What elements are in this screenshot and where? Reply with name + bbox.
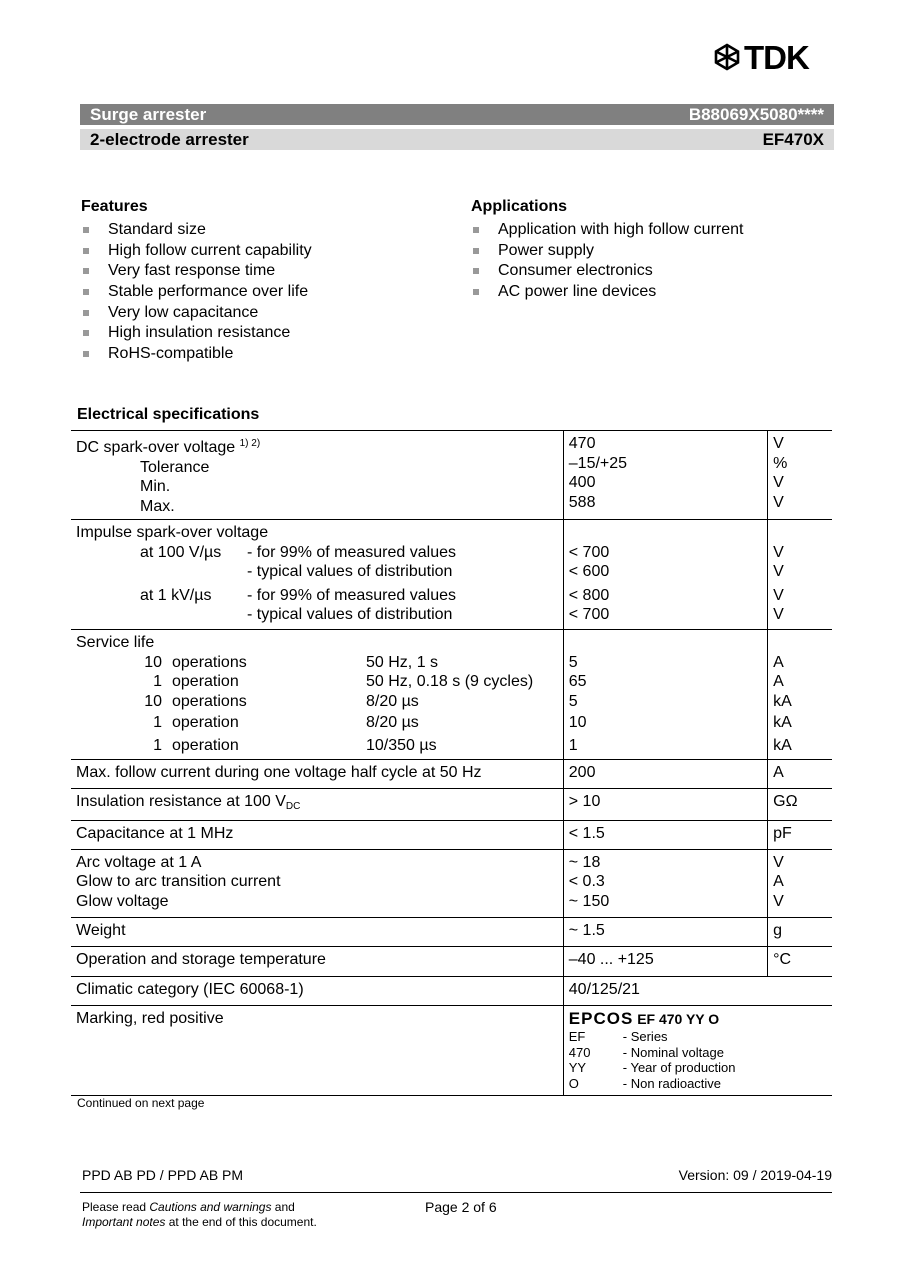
footer-note: Please read Cautions and warnings and Important notes at the end of this document.	[82, 1200, 317, 1229]
marking-row: EF - Series	[568, 1029, 668, 1044]
service-cond: 50 Hz, 1 s	[366, 653, 439, 671]
dc-label: DC spark-over voltage	[76, 439, 236, 456]
unit: V	[773, 435, 784, 452]
product-type-bar	[80, 104, 834, 125]
service-value: 65	[568, 673, 587, 690]
service-value: 5	[568, 692, 578, 710]
impulse-desc: - typical values of distribution	[247, 563, 453, 580]
arc-value: ~ 18	[568, 853, 601, 871]
dc-tolerance-value: –15/+25	[568, 454, 628, 472]
impulse-value: < 600	[568, 563, 610, 580]
capacitance-label: Capacitance at 1 MHz	[71, 820, 563, 849]
features-list	[81, 220, 441, 365]
arc-value: ~ 150	[568, 892, 610, 910]
impulse-label: Impulse spark-over voltage	[76, 524, 269, 541]
applications-title: Applications	[471, 198, 568, 215]
impulse-desc: - typical values of distribution	[247, 606, 453, 623]
list-item: Application with high follow current	[471, 220, 831, 241]
unit: °C	[768, 946, 832, 976]
unit: kA	[773, 714, 792, 731]
product-type: Surge arrester	[90, 104, 207, 124]
insulation-value: > 10	[563, 789, 767, 821]
temp-value: –40 ... +125	[563, 946, 767, 976]
product-subtype-bar	[80, 129, 834, 150]
weight-value: ~ 1.5	[563, 917, 767, 946]
unit: V	[773, 493, 784, 511]
unit: V	[773, 563, 784, 580]
dc-min-label: Min.	[140, 478, 171, 495]
table-row	[71, 789, 832, 821]
service-cond: 10/350 µs	[366, 736, 437, 754]
table-row	[71, 976, 832, 1005]
unit: g	[768, 917, 832, 946]
impulse-value: < 700	[568, 543, 610, 561]
applications-list	[471, 220, 831, 303]
capacitance-value: < 1.5	[563, 820, 767, 849]
unit: A	[773, 653, 784, 671]
service-op: operation	[172, 673, 239, 690]
service-op: operations	[172, 653, 247, 671]
impulse-value: < 700	[568, 606, 610, 623]
footer-department: PPD AB PD / PPD AB PM	[82, 1167, 244, 1183]
spec-title: Electrical specifications	[77, 406, 260, 423]
unit: V	[773, 892, 784, 910]
service-cond: 8/20 µs	[366, 692, 419, 710]
service-op: operation	[172, 714, 239, 731]
unit: V	[773, 543, 784, 561]
footer-divider	[80, 1192, 832, 1193]
unit: A	[768, 760, 832, 789]
unit: A	[773, 873, 784, 890]
service-value: 1	[568, 736, 578, 754]
list-item: Standard size	[81, 220, 441, 241]
list-item: Very fast response time	[81, 261, 441, 282]
impulse-desc: - for 99% of measured values	[247, 543, 456, 561]
service-label: Service life	[76, 634, 155, 651]
unit: V	[773, 474, 784, 491]
table-row	[71, 431, 832, 520]
service-count: 1	[153, 736, 162, 754]
list-item: High follow current capability	[81, 241, 441, 262]
marking-row: O - Non radioactive	[568, 1075, 722, 1091]
unit: GΩ	[768, 789, 832, 821]
service-cond: 8/20 µs	[366, 714, 419, 731]
marking-code	[569, 1009, 827, 1030]
dc-min-value: 400	[568, 474, 596, 491]
footnote-ref: 1) 2)	[239, 438, 261, 449]
service-value: 5	[568, 653, 578, 671]
table-row	[71, 1005, 832, 1095]
table-row	[71, 849, 832, 917]
order-code: B88069X5080****	[688, 104, 824, 124]
insulation-subscript: DC	[285, 801, 301, 812]
impulse-value: < 800	[568, 586, 610, 604]
service-op: operation	[172, 736, 239, 754]
impulse-rate: at 1 kV/µs	[140, 586, 212, 604]
climatic-label: Climatic category (IEC 60068-1)	[71, 976, 563, 1005]
list-item: High insulation resistance	[81, 323, 441, 344]
dc-max-label: Max.	[140, 497, 175, 515]
page-number: Page 2 of 6	[425, 1199, 497, 1215]
climatic-value: 40/125/21	[563, 976, 832, 1005]
unit: pF	[768, 820, 832, 849]
table-row	[71, 630, 832, 760]
impulse-desc: - for 99% of measured values	[247, 586, 456, 604]
weight-label: Weight	[71, 917, 563, 946]
service-count: 1	[153, 714, 162, 731]
unit: V	[773, 606, 784, 623]
table-row	[71, 820, 832, 849]
list-item: AC power line devices	[471, 282, 831, 303]
tdk-logo	[712, 40, 837, 74]
service-value: 10	[568, 714, 587, 731]
product-subtype: 2-electrode arrester	[90, 129, 249, 149]
table-row	[71, 760, 832, 789]
service-count: 10	[144, 653, 162, 671]
insulation-label: Insulation resistance at 100 V	[76, 793, 286, 810]
dc-max-value: 588	[568, 493, 596, 511]
follow-value: 200	[563, 760, 767, 789]
list-item: Very low capacitance	[81, 303, 441, 324]
dc-tolerance-label: Tolerance	[140, 458, 210, 476]
follow-label: Max. follow current during one voltage half cycle at 50 Hz	[71, 760, 563, 789]
service-count: 1	[153, 673, 162, 690]
marking-label: Marking, red positive	[71, 1005, 563, 1095]
marking-row: YY - Year of production	[568, 1060, 736, 1075]
temp-label: Operation and storage temperature	[71, 946, 563, 976]
list-item: Consumer electronics	[471, 261, 831, 282]
product-name: EF470X	[762, 129, 824, 149]
epcos-brand: EPCOS	[568, 1008, 634, 1028]
table-row	[71, 917, 832, 946]
unit: A	[773, 673, 784, 690]
arc-label: Glow to arc transition current	[76, 873, 281, 890]
marking-row: 470 - Nominal voltage	[568, 1044, 724, 1060]
marking-code-text: EF 470 YY O	[637, 1010, 720, 1027]
unit: V	[773, 853, 784, 871]
list-item: Stable performance over life	[81, 282, 441, 303]
arc-label: Glow voltage	[76, 892, 169, 910]
dc-value: 470	[568, 435, 596, 452]
tdk-logo-icon	[712, 42, 742, 72]
spec-table	[71, 430, 832, 1096]
features-title: Features	[81, 198, 148, 215]
arc-value: < 0.3	[568, 873, 605, 890]
table-row	[71, 946, 832, 976]
list-item: Power supply	[471, 241, 831, 262]
service-count: 10	[144, 692, 162, 710]
footer-version: Version: 09 / 2019-04-19	[678, 1167, 832, 1183]
unit: %	[773, 454, 788, 472]
logo-text: TDK	[744, 38, 809, 76]
continued-note: Continued on next page	[77, 1096, 205, 1110]
service-cond: 50 Hz, 0.18 s (9 cycles)	[366, 673, 534, 690]
table-row	[71, 520, 832, 630]
unit: V	[773, 586, 784, 604]
unit: kA	[773, 736, 792, 754]
impulse-rate: at 100 V/µs	[140, 543, 222, 561]
unit: kA	[773, 692, 792, 710]
list-item: RoHS-compatible	[81, 344, 441, 365]
arc-label: Arc voltage at 1 A	[76, 853, 202, 871]
service-op: operations	[172, 692, 247, 710]
